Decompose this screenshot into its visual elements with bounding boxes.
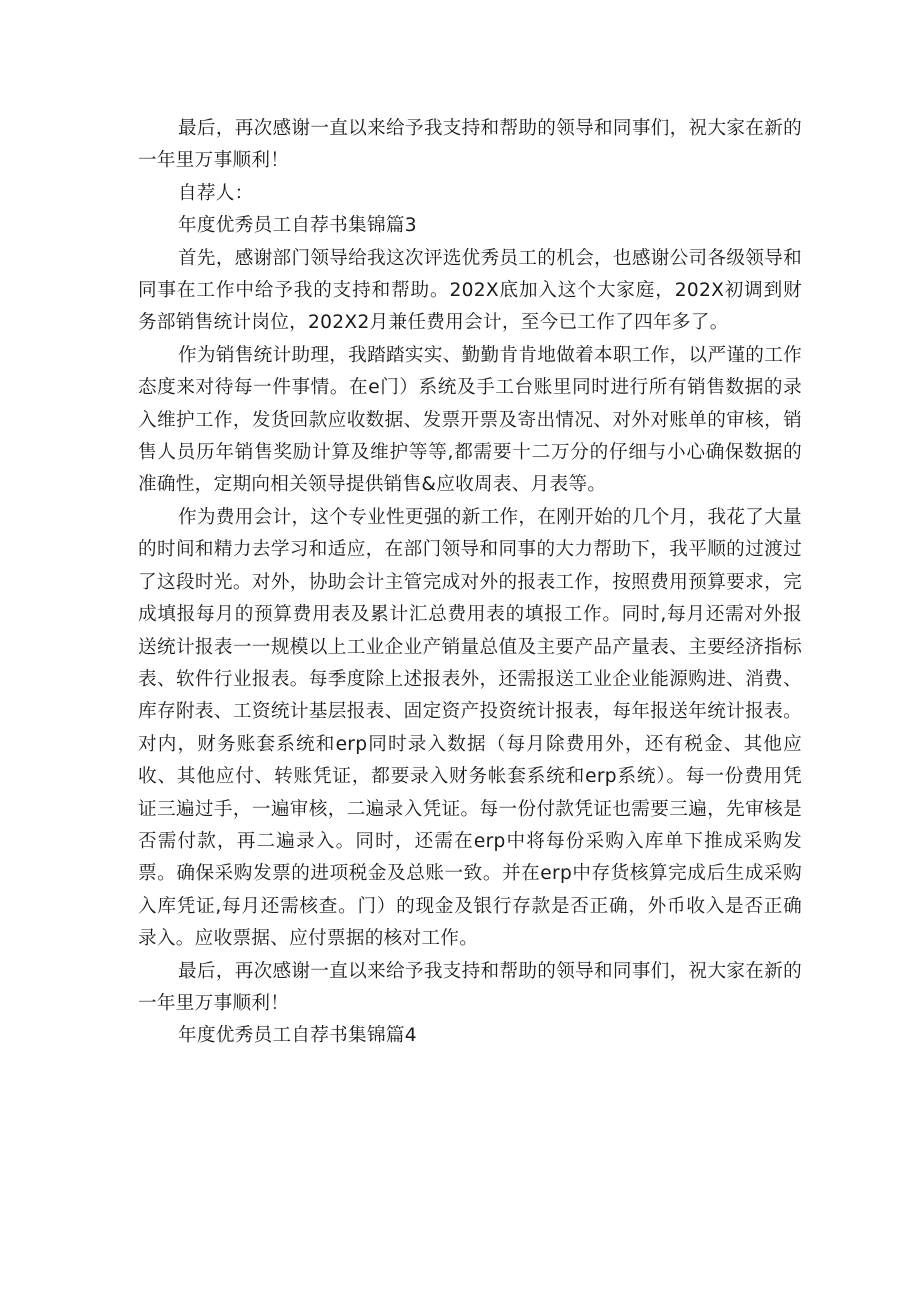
intro-paragraph: 首先，感谢部门领导给我这次评选优秀员工的机会，也感谢公司各级领导和同事在工作中给予我的支持和帮助。202X底加入这个大家庭，202X初调到财务部销售统计岗位，202X2月兼任费用会计，至今已工作了四年多了。 bbox=[138, 247, 802, 334]
document-body bbox=[138, 113, 802, 1053]
signature-label: 自荐人： bbox=[178, 182, 254, 204]
closing-paragraph: 最后，再次感谢一直以来给予我支持和帮助的领导和同事们，祝大家在新的一年里万事顺利！ bbox=[138, 118, 802, 172]
section-heading-3: 年度优秀员工自荐书集锦篇3 bbox=[178, 215, 417, 237]
closing-paragraph-2: 最后，再次感谢一直以来给予我支持和帮助的领导和同事们，祝大家在新的一年里万事顺利！ bbox=[138, 960, 802, 1014]
sales-statistics-paragraph: 作为销售统计助理，我踏踏实实、勤勤肯肯地做着本职工作，以严谨的工作态度来对待每一件事情。在e门）系统及手工台账里同时进行所有销售数据的录入维护工作，发货回款应收数据、发票开票及寄出情况、对外对账单的审核，销售人员历年销售奖励计算及维护等等,都需要十二万分的仔细与小心确保数据的准确性，定期向相关领导提供销售&应收周表、月表等。 bbox=[138, 344, 802, 496]
section-heading-4: 年度优秀员工自荐书集锦篇4 bbox=[178, 1025, 417, 1047]
expense-accounting-paragraph: 作为费用会计，这个专业性更强的新工作，在刚开始的几个月，我花了大量的时间和精力去学习和适应，在部门领导和同事的大力帮助下，我平顺的过渡过了这段时光。对外，协助会计主管完成对外的报表工作，按照费用预算要求，完成填报每月的预算费用表及累计汇总费用表的填报工作。同时,每月还需对外报送统计报表一一规模以上工业企业产销量总值及主要产品产量表、主要经济指标表、软件行业报表。每季度除上述报表外，还需报送工业企业能源购进、消费、库存附表、工资统计基层报表、固定资产投资统计报表，每年报送年统计报表。对内，财务账套系统和erp同时录入数据（每月除费用外，还有税金、其他应收、其他应付、转账凭证，都要录入财务帐套系统和erp系统）。每一份费用凭证三遍过手，一遍审核，二遍录入凭证。每一份付款凭证也需要三遍，先审核是否需付款，再二遍录入。同时，还需在erp中将每份采购入库单下推成采购发票。确保采购发票的进项税金及总账一致。并在erp中存货核算完成后生成采购入库凭证,每月还需核查。门）的现金及银行存款是否正确，外币收入是否正确录入。应收票据、应付票据的核对工作。 bbox=[138, 506, 802, 950]
